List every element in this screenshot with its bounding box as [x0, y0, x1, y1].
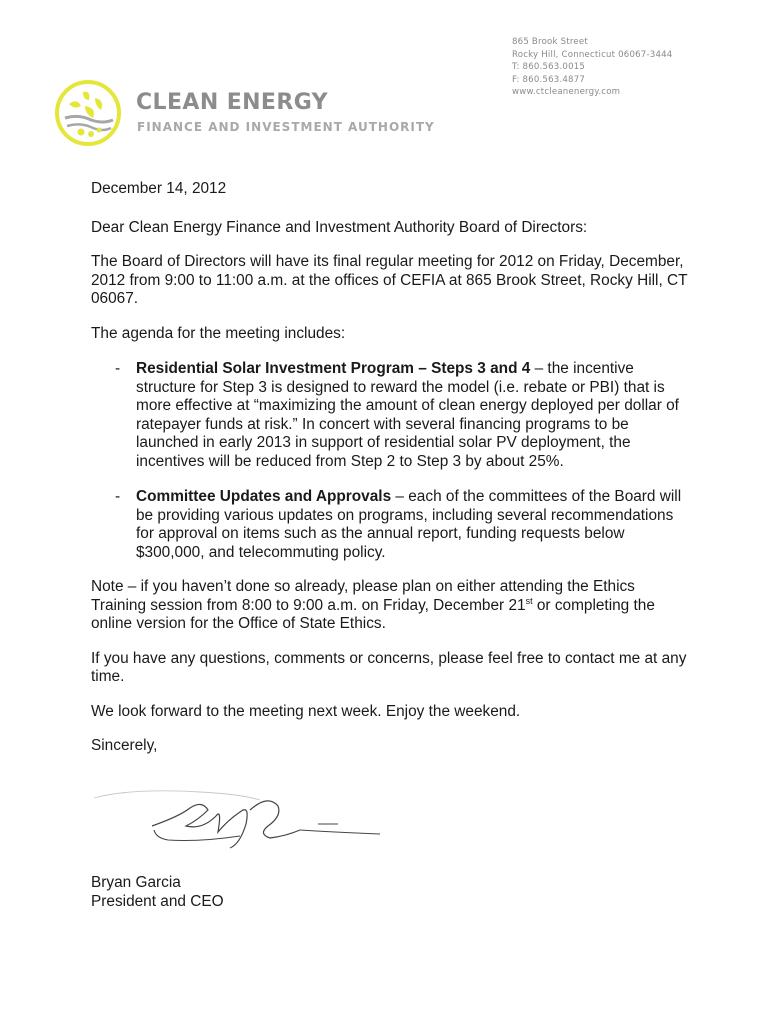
agenda-item-title: Committee Updates and Approvals: [136, 488, 392, 505]
agenda-bullet: -: [115, 488, 121, 505]
sign-off: Sincerely,: [91, 737, 158, 754]
note-text-before: Note – if you haven’t done so already, please plan on either attending the Ethics Training session from 8:00 to 9:00 a.m. on Friday, December 21: [91, 578, 635, 614]
address-website: www.ctcleanenergy.com: [512, 87, 621, 98]
agenda-intro: The agenda for the meeting includes:: [91, 324, 346, 342]
agenda-item-title: Residential Solar Investment Program – Steps 3 and 4: [136, 360, 531, 377]
letter-date: December 14, 2012: [91, 180, 227, 197]
note-superscript: st: [525, 595, 533, 606]
closing-line: We look forward to the meeting next week. Enjoy the weekend.: [91, 702, 521, 720]
agenda-item-text: – the incentive structure for Step 3 is designed to reward the model (i.e. rebate or PBI) that is more effective at “maximizing the amount of clean energy deployed per dollar of ratepayer funds at risk.” In concert with several financing programs to be launched in early 2013 in support of residential solar PV deployment, the incentives will be reduced from Step 2 to Step 3 by about 25%.: [136, 360, 679, 470]
agenda-item: [91, 488, 691, 562]
address-city: Rocky Hill, Connecticut 06067-3444: [512, 49, 673, 60]
org-subtitle: FINANCE AND INVESTMENT AUTHORITY: [137, 120, 435, 134]
signer-title: President and CEO: [91, 892, 224, 910]
questions-paragraph: If you have any questions, comments or concerns, please feel free to contact me at any time.: [91, 649, 687, 685]
signer-block: [91, 874, 224, 911]
address-street: 865 Brook Street: [512, 37, 588, 47]
agenda-item-text: – each of the committees of the Board will be providing various updates on programs, including several recommendations for approval on items such as the annual report, funding requests below $300,000, and telecommuting policy.: [136, 488, 682, 561]
signer-name: Bryan Garcia: [91, 874, 181, 891]
salutation: Dear Clean Energy Finance and Investment Authority Board of Directors:: [91, 218, 588, 236]
note-text-after: or completing the online version for the Office of State Ethics.: [91, 596, 655, 632]
address-phone: T: 860.563.0015: [512, 62, 586, 73]
address-fax: F: 860.563.4877: [512, 74, 586, 85]
intro-paragraph: The Board of Directors will have its final regular meeting for 2012 on Friday, December, 2012 from 9:00 to 11:00 a.m. at the offices of CEFIA at 865 Brook Street, Rocky Hill, CT 06067.: [91, 253, 688, 307]
letterhead-address: [512, 36, 752, 99]
agenda-bullet: -: [115, 360, 121, 377]
sun-logo-icon: [55, 80, 121, 146]
ethics-note: [91, 578, 691, 634]
letter-body: [91, 180, 691, 756]
agenda-item: [91, 360, 691, 471]
agenda-list: [91, 360, 691, 562]
handwritten-signature: [90, 786, 390, 852]
org-name: CLEAN ENERGY: [136, 90, 329, 115]
